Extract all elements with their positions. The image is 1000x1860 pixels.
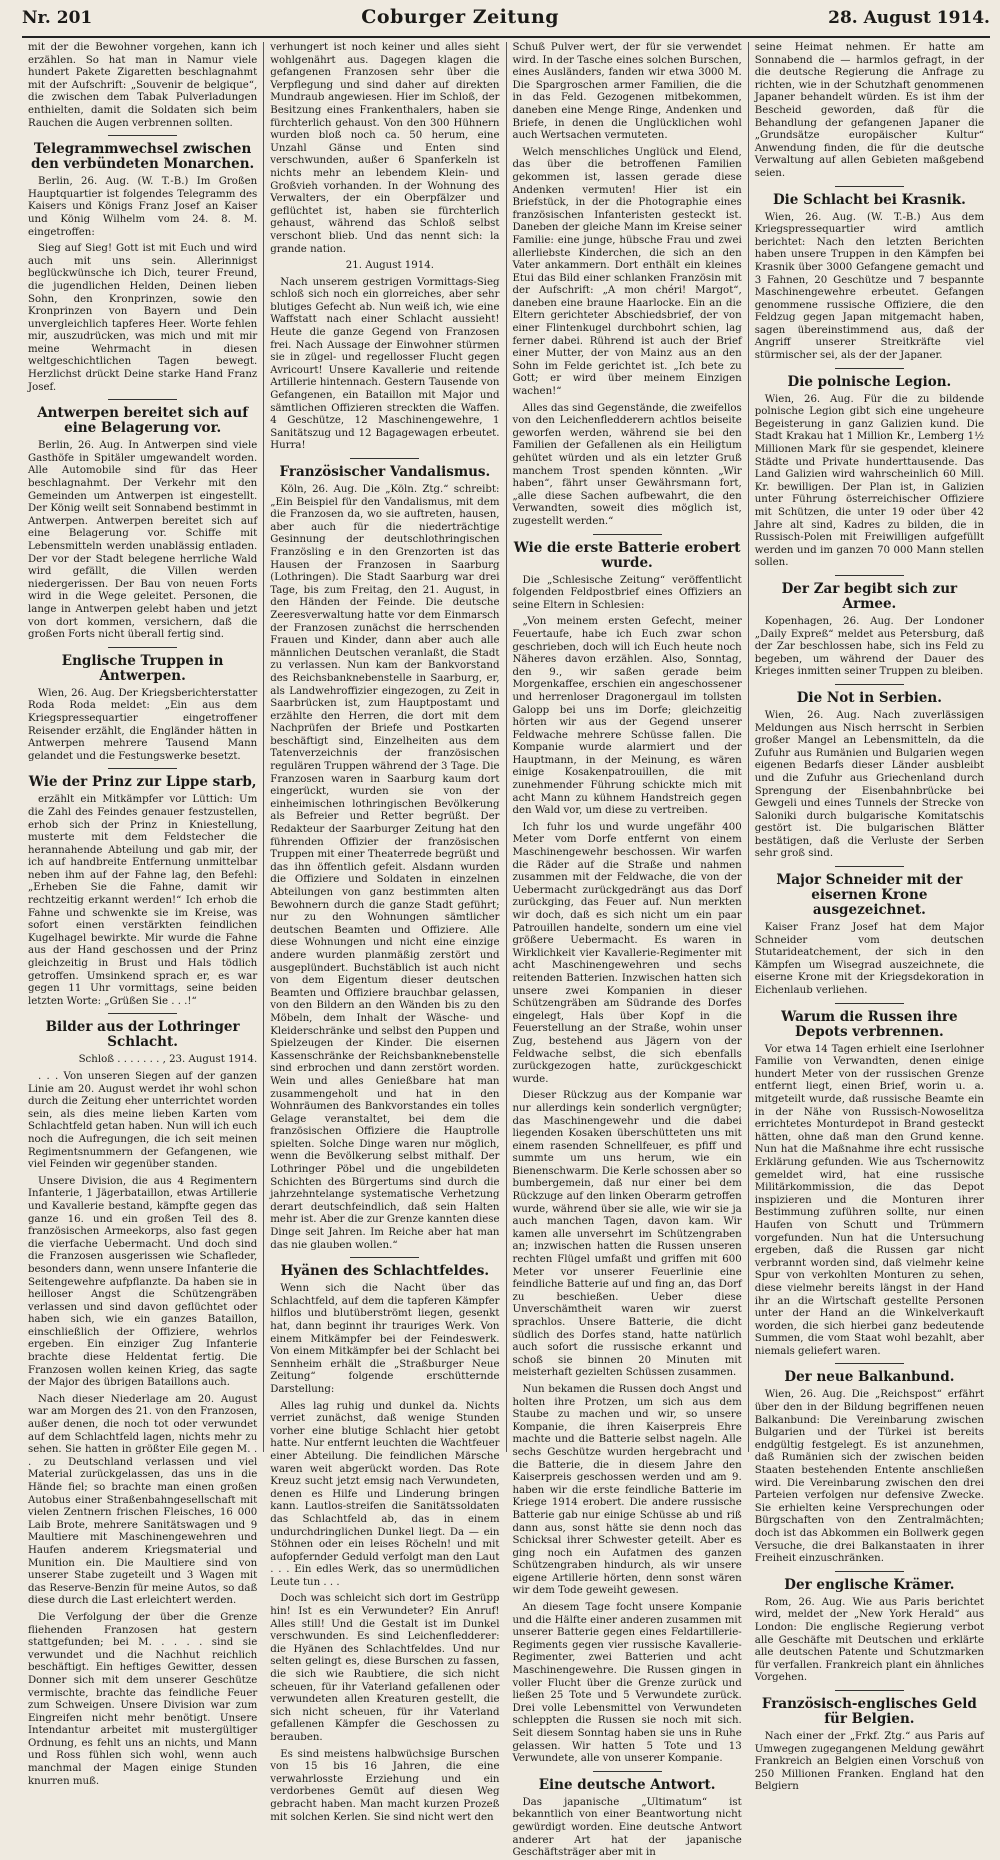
headline: Englische Truppen in Antwerpen. (61, 652, 224, 684)
article-text: Alles lag ruhig und dunkel da. Nichts verriet zunächst, daß wenige Stunden vorher eine blutige Schlacht hier getobt hatte. Nur entfernt leuchten die Wachtfeuer einer Abteilung. Die feindlichen Märsche waren weit abgerückt worden. Das Rote Kreuz sucht jetzt emsig nach Verwundeten, denen es Hilfe und Linderung bringen kann. Lautlos-streifen die Sanitätssoldaten das Schlachtfeld ab, das in einem undurchdringlichen Dunkel liegt. Da — ein Stöhnen oder ein leises Röcheln! und mit aufopfernder Geduld verfolgt man den Laut . . . Ein edles Werk, das so unermüdlichen Leute tun . . . (270, 1400, 500, 1588)
article-text: mit der die Bewohner vorgehen, kann ich erzählen. So hat man in Namur viele hundert Pakete Zigaretten beschlagnahmt mit der Aufschrift: „Souvenir de belgique“, die zwischen dem Tabak Pulverladungen enthielten, damit die Soldaten sich beim Rauchen die Augen verbrennen sollten. (28, 42, 258, 129)
article-text: Nun bekamen die Russen doch Angst und holten ihre Protzen, um sich aus dem Staube zu machen und wir, so unsere Kompanie, die ihren Kaiserpreis Ehre machte und die Batterie selbst nageln. Alle sechs Geschütze wurden hergebracht und die Batterie, die in diesem Jahre den Kaiserpreis geschossen werden und am 9. haben wir die erste feindliche Batterie im Kriege 1914 erobert. Die andere russische Batterie gab nur einige Schüsse ab und riß dann aus, sonst hätte sie denn noch das Schicksal ihrer Schwester geteilt. Aber es ging noch ein Aufatmen des ganzen Schützengraben hindurch, als wir unsere eigene Artillerie hörten, denn sonst wären wir dem Tode geweiht gewesen. (512, 1383, 742, 1597)
article-text: Kaiser Franz Josef hat dem Major Schneider vom deutschen Stutarideatchement, der sich in den Kämpfen um Wisegrad auszeichnete, die eiserne Krone mit der Kriegsdekoration in Eichenlaub verliehen. (754, 922, 984, 997)
divider (835, 368, 904, 369)
column-2 (264, 42, 506, 1823)
article-text: An diesem Tage focht unsere Kompanie und die Hälfte einer anderen zusammen mit unserer Batterie gegen eines Feldartillerie-Regiments gegen vier russische Kavallerie-Regimenter, zwei Batterien und acht Maschinengewehre. Die Russen gingen in voller Flucht über die Grenze zurück und ließen 25 Tote und 5 Verwundete zurück. Drei volle Lebensmittel von Verwundeten schleppten die Russen sie noch mit sich. Seit diesem Sonntag haben sie uns in Ruhe gelassen. Wir hatten 5 Tote und 13 Verwundete, alle von unserer Kompanie. (512, 1602, 742, 1765)
issue-date: 28. August 1914. (828, 8, 990, 28)
article-text: Wien, 26. Aug. Die „Reichspost“ erfährt über den in der Bildung begriffenen neuen Balkanbund: Die Vereinbarung zwischen Bulgarien und der Türkei ist bereits endgültig festgelegt. Es ist anzunehmen, daß Rumänien sich der zwischen beiden Staaten bestehenden Entente anschließen wird. Die Vereinbarung zwischen den drei Parteien verfolgen nur defensive Zwecke. Sie erhielten keine Versprechungen oder Bürgschaften von den Zentralmächten; doch ist das Abkommen ein Bollwerk gegen Versuche, die drei Balkanstaaten in ihrer Freiheit einzuschränken. (754, 1389, 984, 1565)
divider (835, 1003, 904, 1004)
article-text: Wien, 26. Aug. Nach zuverlässigen Meldungen aus Nisch herrscht in Serbien großer Mangel an Lebensmitteln, da die Zufuhr aus Rumänien und Bulgarien wegen eigenen Bedarfs dieser Länder ausbleibt und die Zufuhr aus Griechenland durch Sprengung der Eisenbahnbrücke bei Gewgeli und eines Tunnels der Strecke von Saloniki durch bulgarische Komitatschis gestört ist. Die bulgarischen Blätter bestätigen, daß die Verluste der Serben sehr groß sind. (754, 709, 984, 860)
article-text: Ich fuhr los und wurde ungefähr 400 Meter vom Dorfe entfernt von einem Maschinengewehr beschossen. Wir warfen die Räder auf die Straße und nahmen zusammen mit der Feldwache, die von der Uebermacht zurückgedrängt aus das Dorf zurückging, das Feuer auf. Nun merkten wir doch, daß es sich nicht um ein paar Patrouillen handelte, sondern um eine viel größere Uebermacht. Es waren in Wirklichkeit vier Kavallerie-Regimenter mit acht Maschinengewehren und sechs reitenden Batterien. Inzwischen hatten sich unsere zwei Kompanien in dieser Schützengräben am Südrande des Dorfes eingelegt, Hals über Kopf in die Feuerstellung an der Straße, wohin unser Zug, bestehend aus Jägern von der Feldwache selbst, die sich ebenfalls zurückgezogen hatte, zurückgeschickt wurde. (512, 821, 742, 1085)
article-text: Schuß Pulver wert, der für sie verwendet wird. In der Tasche eines solchen Burschen, eines Ausländers, fanden wir etwa 3000 M. Die Spargroschen armer Familien, die die in das Feld. Gezogenen mitbekommen, daneben eine Menge Ringe, Andenken und Briefe, in denen die Unglücklichen wohl auch Wertsachen vermuteten. (512, 42, 742, 142)
article-text: Wien, 26. Aug. (W. T.-B.) Aus dem Kriegspressequartier wird amtlich berichtet: Nach den letzten Berichten haben unsere Truppen in den Kämpfen bei Krasnik über 3000 Gefangene gemacht und 3 Fahnen, 20 Geschütze und 7 bespannte Maschinengewehre erbeutet. Gefangen genommene russische Offiziere, die den Feldzug gegen Japan mitgemacht haben, sagen übereinstimmend aus, daß der Angriff unserer Streitkräfte viel stürmischer sei, als der der Japaner. (754, 211, 984, 362)
headline: Die Not in Serbien. (796, 689, 942, 706)
divider (835, 1690, 904, 1691)
divider (835, 1571, 904, 1572)
newspaper-title: Coburger Zeitung (361, 6, 560, 28)
article-text: Vor etwa 14 Tagen erhielt eine Iserlohner Familie von Verwandten, denen einige hundert Meter von der russischen Grenze entfernt liegt, einen Brief, worin u. a. mitgeteilt wurde, daß russische Beamte ein in der Nähe von Russisch-Nowoselitza errichtetes Monturdepot in Brand gesteckt hätten, ohne daß man den Grund kenne. Nun hat die Maßnahme ihre echt russische Erklärung gefunden. Wie aus Tschernowitz gemeldet wird, hat eine russische Militärkommission, die das Depot inspizieren und die Monturen ihrer Bestimmung zuführen sollte, nur einen Haufen von Schutt und Trümmern vorgefunden. Nun hat die Untersuchung ergeben, daß die Russen gar nicht verbrannt worden sind, daß vielmehr keine Spur von verkohlten Monturen zu sehen, diese vielmehr bereits längst in der Hand ihr an die Wirtschaft gestellte Personen unter der Hand an die Winkelverkauft worden, die sich hierbei ganz bedeutende Summen, die vom Staat wohl bezahlt, aber niemals geliefert waren. (754, 1043, 984, 1357)
divider (108, 399, 177, 400)
headline: Die polnische Legion. (787, 373, 952, 390)
headline: Warum die Russen ihre Depots verbrennen. (781, 1008, 958, 1040)
issue-number: Nr. 201 (22, 8, 93, 28)
article-text: . . . Von unseren Siegen auf der ganzen Linie am 20. August werdet ihr wohl schon durch die Zeitung eher unterrichtet worden sein, als dies meine lieben Karten vom Schlachtfeld getan haben. Nun will ich euch noch die Aufregungen, die ich seit meinen Regimentsnummern der Gefangenen, wie viel Feinden wir gegenüber standen. (28, 1071, 258, 1171)
headline: Wie die erste Batterie erobert wurde. (513, 539, 741, 571)
article-text: Sieg auf Sieg! Gott ist mit Euch und wird auch mit uns sein. Allerinnigst beglückwünsche ich Dich, teurer Freund, die jugendlichen Helden, Deinen lieben Sohn, den Kronprinzen, sowie den Kronprinzen von Bayern und Dein unvergleichlich tapferes Heer. Worte fehlen mir, auszudrücken, was mich und mit mir meine Wehrmacht in diesen weltgeschichtlichen Tagen bewegt. Herzlichst drückt Deine starke Hand Franz Josef. (28, 243, 258, 393)
divider (108, 768, 177, 769)
article-text: Köln, 26. Aug. Die „Köln. Ztg.“ schreibt: „Ein Beispiel für den Vandalismus, mit dem die Franzosen da, wo sie auftreten, hausen, aber auch für die niederträchtige Gesinnung der deutschlothringischen Französling e in den Grenzorten ist das Hausen der Franzosen in Saarburg (Lothringen). Die Stadt Saarburg war drei Tage, bis zum Freitag, den 21. August, in den Händen der Feinde. Die deutsche Zeeresverwaltung hatte vor dem Einmarsch der Franzosen zunächst die herrschenden Frauen und Kinder, dann aber auch alle männlichen Deutschen veranlaßt, die Stadt zu verlassen. Nun kam der Bankvorstand des Reichsbanknebenstelle in Saarburg, er, als Landwehroffizier eingezogen, zu Zeit in Saarbrücken ist, zum Hauptpostamt und erzählte den Herren, die dort mit dem Nachprüfen der Briefe und Postkarten beschäftigt sind, Einzelheiten aus dem Tatenverzeichnis der französischen regulären Truppen während der 3 Tage. Die Franzosen waren in Saarburg kaum dort eingerückt, wurden sie von der einheimischen lothringischen Bevölkerung als Befreier und Retter begrüßt. Der Redakteur der Saarburger Zeitung hat den führenden Offizier der französischen Truppen mit einer Theaterrede begrüßt und das ihn öffentlich gefeit. Alsdann wurden die Offiziere und Soldaten in einzelnen Abteilungen von ganz bestimmten alten Bewohnern durch die ganze Stadt geführt; nur zu den Wohnungen sämtlicher deutschen Beamten und Offiziere. Alle diese Wohnungen und nicht eine einzige andere wurden planmäßig zerstört und ausgeplündert. Buchstäblich ist auch nicht von dem Eigentum dieser deutschen Beamten und Offiziere brauchbar gelassen, von den Bildern an den Wänden bis zu den Möbeln, dem Inhalt der Wäsche- und Kleiderschränke und selbst den Puppen und Spielzeugen der Kinder. Die eisernen Kassenschränke der Reichsbanknebenstelle sind erbrochen und dann zerstört worden. Wein und alles Genießbare hat man zusammengeholt und hat in den Wohnräumen des Bankvorstandes ein tolles Gelage veranstaltet, bei dem die französischen Offiziere die Hauptrolle spielten. Solche Dinge waren nur möglich, wenn die Bevölkerung selbst mithalf. Der Lothringer Pöbel und die ungebildeten Schichten des Bürgertums sind durch die jahrzehntelange systematische Verhetzung derart deutschfeindlich, daß sein Halten mehr ist. Aber die zur Grenze kannten diese Dinge seit Jahren. Im Reiche aber hat man das nie glauben wollen.“ (270, 484, 500, 1251)
article-text: Wien, 26. Aug. Der Kriegsberichterstatter Roda Roda meldet: „Ein aus dem Kriegspressequartier eingetroffener Reisender erzählt, die Engländer hätten in Antwerpen mehrere Tausend Mann gelandet und die Festungswerke besetzt. (28, 687, 258, 762)
headline: Antwerpen bereitet sich auf eine Belagerung vor. (37, 405, 249, 437)
divider (593, 1771, 662, 1772)
article-text: Berlin, 26. Aug. (W. T.-B.) Im Großen Hauptquartier ist folgendes Telegramm des Kaisers und Königs Franz Josef an Kaiser und König Wilhelm vom 24. 8. M. eingetroffen: (28, 176, 258, 238)
headline: Französisch-englisches Geld für Belgien. (761, 1695, 977, 1727)
article-text: Nach unserem gestrigen Vormittags-Sieg schloß sich noch ein glorreiches, aber sehr blutiges Gefecht ab. Nun weiß ich, wie eine Waffstatt nach einer Schlacht aussieht! Heute die ganze Gegend von Franzosen frei. Nach Aussage der Einwohner stürmen sie in zügel- und regellosser Flucht gegen Avricourt! Unsere Kavallerie und reitende Artillerie hintennach. Gestern Tausende von Gefangenen, ein Bataillon mit Major und sämtlichen Offizieren streckten die Waffen. 4 Geschütze, 12 Maschinengewehre, 1 Sanitätszug und 12 Bagagewagen erbeutet. Hurra! (270, 276, 500, 452)
headline: Wie der Prinz zur Lippe starb, (28, 774, 257, 791)
article-dateline: 21. August 1914. (345, 260, 434, 272)
column-4 (749, 42, 990, 1793)
columns (22, 42, 990, 1859)
article-text: Nach einer der „Frkf. Ztg.“ aus Paris auf Umwegen zugegangenen Meldung gewährt Frankreich an Belgien einen Vorschuß von 250 Millionen Franken. England hat den Belgiern (754, 1730, 984, 1793)
divider (835, 575, 904, 576)
article-text: Wenn sich die Nacht über das Schlachtfeld, auf dem die tapferen Kämpfer hilflos und blutüberströmt liegen, gesenkt hat, dann beginnt ihr trauriges Werk. Von einem Mitkämpfer bei der Feindeswerk. Von einem Mitkämpfer bei der Schlacht bei Sennheim erhält die „Straßburger Neue Zeitung“ folgende erschütternde Darstellung: (270, 1283, 500, 1395)
article-text: „Von meinem ersten Gefecht, meiner Feuertaufe, habe ich Euch zwar schon geschrieben, doch will ich Euch heute noch Näheres davon erzählen. Also, Sonntag, den 9., wir saßen gerade beim Morgenkaffee, erschien ein angeschossener und herrenloser Dragonergaul im tollsten Galopp bei uns im Dorfe; gleichzeitig hörten wir aus der Gegend unserer Feldwache mehrere Schüsse fallen. Die Kompanie wurde alarmiert und der Hauptmann, in der Meinung, es wären einige Kosakenpatrouillen, die mit zunehmender Führung schickte mich mit acht Mann zu kühnem Handstreich gegen den Wald vor, um diese zu vertreiben. (512, 616, 742, 817)
article-text: Dieser Rückzug aus der Kompanie war nur allerdings kein sonderlich vergnügter; das Maschinengewehr und die dabei liegenden Kosaken überschütteten uns mit einem rasenden Schnellfeuer, es pfiff und summte um uns herum, wie ein Bienenschwarm. Die Kerle schossen aber so bumbergemein, daß nur einer bei dem Rückzuge auf den linken Oberarm getroffen wurde, während über sie alle, wie wir sie ja auch manchen Tagen, davon kam. Wir kamen alle unversehrt im Schützengraben an; inzwischen hatten die Russen unseren rechten Flügel umfaßt und griffen mit 600 Meter vor unserer Feuerlinie eine feindliche Batterie auf und fing an, das Dorf zu beschießen. Ueber diese Unverschämtheit waren wir zuerst sprachlos. Unsere Batterie, die dicht südlich des Dorfes stand, hatte natürlich auch sofort die russische erkannt und schoß sie binnen 20 Minuten mit meisterhaft gezielten Schüssen zusammen. (512, 1090, 742, 1379)
headline: Die Schlacht bei Krasnik. (772, 191, 966, 208)
divider (835, 866, 904, 867)
headline: Der Zar begibt sich zur Armee. (781, 580, 958, 612)
headline: Major Schneider mit der eisernen Krone ausgezeichnet. (776, 872, 963, 919)
article-text: Rom, 26. Aug. Wie aus Paris berichtet wird, meldet der „New York Herald“ aus London: Die englische Regierung verbot alle Geschäfte mit Deutschen und erklärte alle deutschen Patente und Schutzmarken für verfallen. Frankreich plant ein ähnliches Vorgehen. (754, 1596, 984, 1684)
divider (593, 534, 662, 535)
article-text: seine Heimat nehmen. Er hatte am Sonnabend die — harmlos gefragt, in der die deutsche Regierung die Anfrage zu richten, wie in der Schutzhaft genommenen Japaner behandelt würden. Es ist ihm der Bescheid geworden, daß für die Behandlung der gefangenen Japaner die „Grundsätze europäischer Kultur“ Anwendung finden, die für die deutsche Verwaltung auf allen Gebieten maßgebend seien. (754, 42, 984, 179)
divider (350, 458, 419, 459)
masthead (22, 6, 990, 38)
article-text: Welch menschliches Unglück und Elend, das über die betroffenen Familien gekommen ist, lassen gerade diese Andenken vermuten! Hier ist ein Briefstück, in der die Photographie eines französischen Infanteristen gesteckt ist. Daneben der gleiche Mann im Kreise seiner Familie: eine junge, hübsche Frau und zwei allerliebste Kinderchen, die sich an den Vater ankammern. Dort enthält ein kleines Etui das Bild einer schlanken Französin mit der Aufschrift: „A mon chéri! Margot“, daneben eine braune Haarlocke. Ein an die Eltern gerichteter Abschiedsbrief, der von einer Flintenkugel durchbohrt schien, lag ferner dabei. Rührend ist auch der Brief einer Mutter, der von Mainz aus an den Sohn im Felde gerichtet ist. „Ich bete zu Gott; er wird über meinem Einzigen wachen!“ (512, 146, 742, 398)
article-text: Die Verfolgung der über die Grenze fliehenden Franzosen hat gestern stattgefunden; bei M. . . . . sind sie verwundet und die Nachhut reichlich beschäftigt. Ein heftiges Gewitter, dessen Donner sich mit dem unserer Geschütze vermischte, brachte das feindliche Feuer zum Schweigen. Unsere Division war zum Eingreifen nicht mehr benötigt. Unsere Intendantur arbeitet mit mustergültiger Ordnung, es fehlt uns an nichts, und Mann und Ross fühlen sich wohl, wenn auch manchmal der Magen einige Stunden knurren muß. (28, 1611, 258, 1787)
headline: Bilder aus der Lothringer Schlacht. (45, 1019, 240, 1051)
divider (108, 1013, 177, 1014)
column-3 (507, 42, 749, 1859)
article-text: erzählt ein Mitkämpfer vor Lüttich: Um die Zahl des Feindes genauer festzustellen, erhob sich der Prinz in Kniestellung, musterte mit dem Feldstecher die herannahende Abteilung und gab mir, der ich auf handbreite Entfernung unmittelbar neben ihm auf der Fahne lag, den Befehl: „Erheben Sie die Fahne, damit wir rechtzeitig erkannt werden!“ Ich erhob die Fahne und schwenkte sie im Kreise, was sofort einen verstärkten feindlichen Kugelhagel bewirkte. Mir wurde die Fahne aus der Hand geschossen und der Prinz gleichzeitig in Brust und Hals tödlich getroffen. Umsinkend sprach er, es war gegen 11 Uhr vormittags, seine beiden letzten Worte: „Grüßen Sie . . .!“ (28, 794, 258, 1007)
article-text: Unsere Division, die aus 4 Regimentern Infanterie, 1 Jägerbataillon, etwas Artillerie und Kavallerie bestand, kämpfte gegen das ganze 16. und ein großen Teil des 8. französischen Armeekorps, also fast gegen die vierfache Uebermacht. Und doch sind die Franzosen ausgerissen wie Schafleder, besonders dann, wenn unsere Infanterie die Seitengewehre aufpflanzte. Da haben sie in heilloser Angst die Schützengräben verlassen und sind davon geflüchtet oder haben sich, wie ein ganzes Bataillon, einschließlich der Offiziere, wehrlos ergeben. Ein einziger Zug Infanterie brachte diese Heldentat fertig. Die Franzosen wollen keinen Krieg, das sagte der Major des übrigen Bataillons auch. (28, 1175, 258, 1389)
divider (108, 647, 177, 648)
article-text: Die „Schlesische Zeitung“ veröffentlicht folgenden Feldpostbrief eines Offiziers an seine Eltern in Schlesien: (512, 574, 742, 611)
article-dateline: Schloß . . . . . . . , 23. August 1914. (78, 1054, 258, 1066)
headline: Telegrammwechsel zwischen den verbündeten Monarchen. (30, 141, 255, 173)
article-text: Doch was schleicht sich dort im Gestrüpp hin! Ist es ein Verwundeter? Ein Anruf! Alles still! Und die Gestalt ist im Dunkel verschwunden. Es sind Leichenfledderer: die Hyänen des Schlachtfeldes. Und nur selten gelingt es, diese Burschen zu fassen, die sich wie Raubtiere, die sich nicht scheuen, für ihr Vaterland gefallenen oder verwundeten allen Kreaturen gestellt, die sich nicht scheuen, für ihr Vaterland gefallenen Kämpfer die Geschossen zu berauben. (270, 1593, 500, 1743)
headline: Hyänen des Schlachtfeldes. (280, 1263, 490, 1280)
article-text: Alles das sind Gegenstände, die zweifellos von den Leichenfledderern achtlos beiseite geworfen werden, während sie bei den Familien der Gefallenen als ein Heiligtum gehütet würden und als ein letzter Gruß manchem Trost spenden könnten. „Wir haben“, fährt unser Gewährsmann fort, „alle diese Sachen aufbewahrt, die den Verwandten, soweit dies möglich ist, zugestellt werden.“ (512, 402, 742, 527)
article-text: Berlin, 26. Aug. In Antwerpen sind viele Gasthöfe in Spitäler umgewandelt worden. Alle Automobile sind für das Heer beschlagnahmt. Der Verkehr mit den Gemeinden um Antwerpen ist eingestellt. Der König weilt seit Sonnabend bestimmt in Antwerpen. Antwerpen bereitet sich auf eine Belagerung vor. Schiffe mit Lebensmitteln werden unablässig entladen. Der vor der Stadt belegene herrliche Wald wird gefällt, die Villen werden niedergerissen. Der Bau von neuen Forts wird in die Wege geleitet. Personen, die lange in Antwerpen gelebt haben und jetzt von dort kommen, versichern, daß die großen Forts nicht überall fertig sind. (28, 440, 258, 641)
article-text: Es sind meistens halbwüchsige Burschen von 15 bis 16 Jahren, die eine verwahrlosste Erziehung und ein verdorbenes Gemüt auf diesen Weg gebracht haben. Man macht kurzen Prozeß mit solchen Kerlen. Sie sind nicht wert den (270, 1748, 500, 1823)
divider (350, 1257, 419, 1258)
headline: Der englische Krämer. (784, 1576, 955, 1593)
divider (835, 684, 904, 685)
article-text: Wien, 26. Aug. Für die zu bildende polnische Legion gibt sich eine ungeheure Begeisterung in ganz Galizien kund. Die Stadt Krakau hat 1 Million Kr., Lemberg 1½ Millionen Mark für sie gespendet, kleinere Städte und Private hunderttausende. Das Land Galizien wird wahrscheinlich 60 Mill. Kr. bewilligen. Der Plan ist, in Galizien unter Führung österreichischer Offiziere mit Schützen, die unter 19 oder über 42 Jahre alt sind, Kadres zu bilden, die in Russisch-Polen mit Freiwilligen aufgefüllt werden und im ganzen 70 000 Mann stellen sollen. (754, 393, 984, 569)
divider (835, 186, 904, 187)
article-text: Kopenhagen, 26. Aug. Der Londoner „Daily Expreß“ meldet aus Petersburg, daß der Zar beschlossen habe, sich ins Feld zu begeben, um während der Dauer des Krieges inmitten seiner Truppen zu bleiben. (754, 615, 984, 678)
article-text: verhungert ist noch keiner und alles sieht wohlgenährt aus. Dagegen klagen die gefangenen Franzosen sehr über die Verpflegung und sind daher auf direkten Mundraub angewiesen. Hier im Schloß, der Besitzung eines Frankenthalers, haben sie fürchterlich gehaust. Von den 300 Hühnern wurden bloß noch ca. 50 herum, eine Unzahl Gänse und Enten sind verschwunden, außer 6 Spanferkeln ist nichts mehr an lebendem Klein- und Großvieh vorhanden. In der Wohnung des Verwalters, der ein Oberpfälzer und geflüchtet ist, haben sie fürchterlich gehaust, während das Schloß selbst verschont blieb. Und das nennt sich: la grande nation. (270, 42, 500, 255)
divider (108, 135, 177, 136)
headline: Eine deutsche Antwort. (538, 1776, 716, 1793)
column-1 (22, 42, 264, 1787)
headline: Der neue Balkanbund. (784, 1369, 955, 1386)
article-text: Nach dieser Niederlage am 20. August war am Morgen des 21. von den Franzosen, außer denen, die noch tot oder verwundet auf dem Schlachtfeld lagen, nichts mehr zu sehen. Sie hatten in größter Eile gegen M. . . zu Deutschland verlassen und viel Material zurückgelassen, das uns in die Hände fiel; so brachte man einen großen Autobus einer Straßenbahngesellschaft mit vielen Zentnern frischen Fleisches, 16 000 Laib Brote, mehrere Sanitätswagen und 9 Maultiere mit Maschinengewehren und Haufen anderem Kriegsmaterial und Munition ein. Die Maultiere sind von unserer Stabe zugeteilt und 3 Wagen mit das Reserve-Benzin für meine Autos, so daß diese durch die Last erleichtert werden. (28, 1393, 258, 1607)
divider (835, 1363, 904, 1364)
article-text: Das japanische „Ultimatum“ ist bekanntlich von einer Beantwortung nicht gewürdigt worden. Eine deutsche Antwort anderer Art hat der japanische Geschäftsträger aber mit in (512, 1796, 742, 1859)
headline: Französischer Vandalismus. (279, 464, 491, 480)
